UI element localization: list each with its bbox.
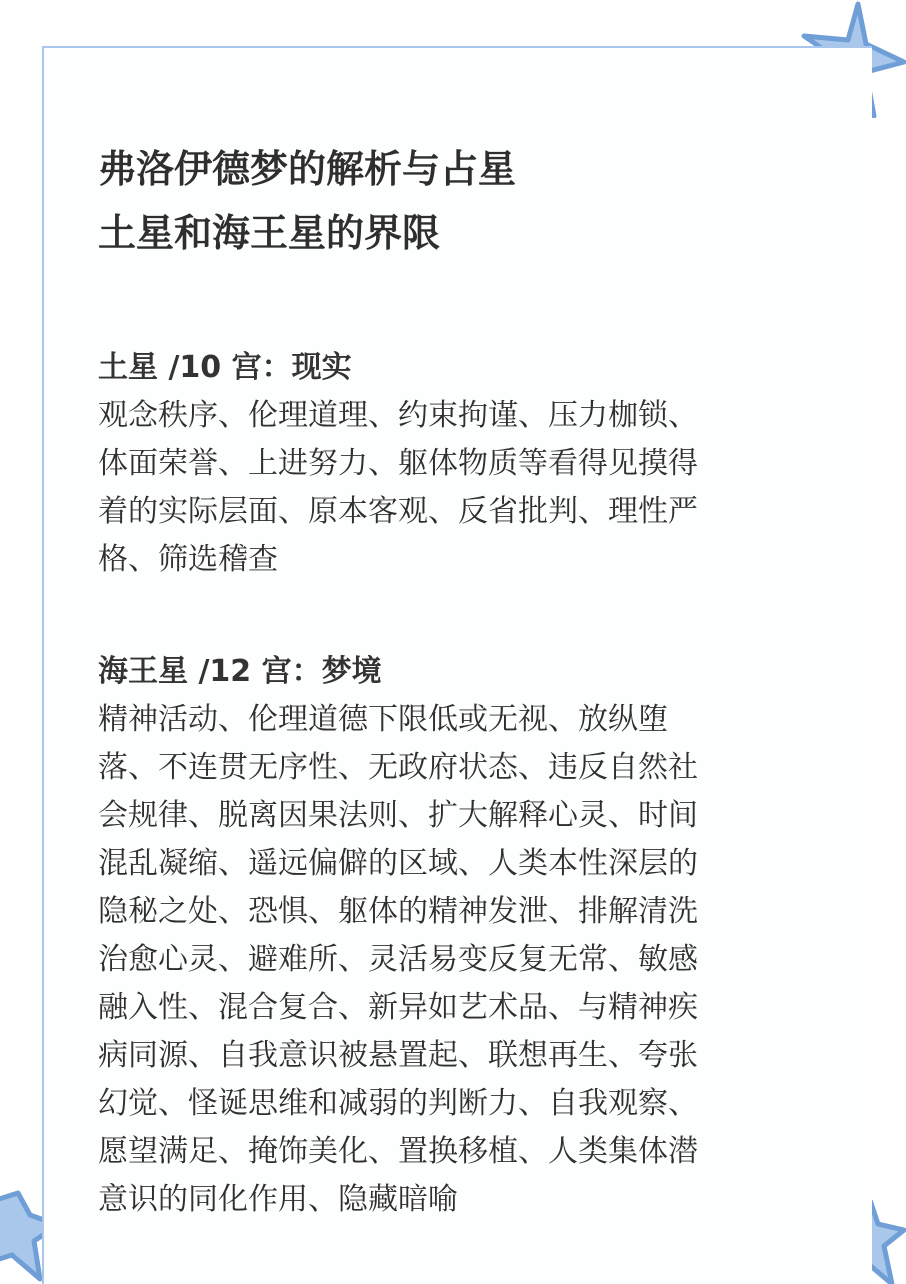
body-line: 病同源、自我意识被悬置起、联想再生、夸张	[98, 1038, 698, 1073]
body-line: 体面荣誉、上进努力、躯体物质等看得见摸得	[98, 446, 698, 481]
body-line: 着的实际层面、原本客观、反省批判、理性严	[98, 494, 698, 529]
note-content	[98, 140, 798, 1224]
body-line: 隐秘之处、恐惧、躯体的精神发泄、排解清洗	[98, 894, 698, 929]
section-saturn	[98, 344, 798, 584]
section-heading-saturn: 土星 /10 宫：现实	[98, 350, 352, 385]
body-line: 会规律、脱离因果法则、扩大解释心灵、时间	[98, 798, 698, 833]
title-line-2: 土星和海王星的界限	[98, 211, 441, 255]
body-line: 愿望满足、掩饰美化、置换移植、人类集体潜	[98, 1134, 698, 1169]
body-line: 格、筛选稽查	[98, 542, 278, 577]
section-heading-neptune: 海王星 /12 宫：梦境	[98, 654, 382, 689]
title-line-1: 弗洛伊德梦的解析与占星	[98, 147, 517, 191]
body-line: 治愈心灵、避难所、灵活易变反复无常、敏感	[98, 942, 698, 977]
body-line: 观念秩序、伦理道理、约束拘谨、压力枷锁、	[98, 398, 698, 433]
note-title	[98, 140, 798, 262]
body-line: 精神活动、伦理道德下限低或无视、放纵堕	[98, 702, 668, 737]
body-line: 幻觉、怪诞思维和减弱的判断力、自我观察、	[98, 1086, 698, 1121]
body-line: 落、不连贯无序性、无政府状态、违反自然社	[98, 750, 698, 785]
section-neptune	[98, 648, 798, 1224]
body-line: 混乱凝缩、遥远偏僻的区域、人类本性深层的	[98, 846, 698, 881]
body-line: 融入性、混合复合、新异如艺术品、与精神疾	[98, 990, 698, 1025]
body-line: 意识的同化作用、隐藏暗喻	[98, 1182, 458, 1217]
